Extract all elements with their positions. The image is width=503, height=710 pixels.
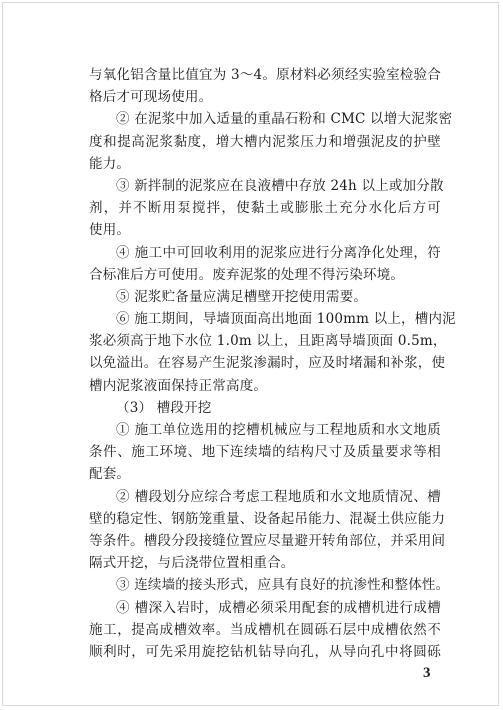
text-line: 槽内泥浆液面保持正常高度。 (89, 377, 268, 394)
text-line: 与氧化铝含量比值宜为 3～4。原材料必须经实验室检验合 (89, 67, 441, 83)
text-line: 格后才可现场使用。 (89, 89, 213, 106)
text-line: ④ 槽深入岩时，成槽必须采用配套的成槽机进行成槽 (116, 599, 441, 616)
text-line: ⑥ 施工期间，导墙顶面高出地面 100mm 以上，槽内泥 (116, 311, 456, 328)
text-line: 剂，并不断用泵搅拌，使黏土或膨胀土充分水化后方可 (89, 200, 441, 217)
text-line: ① 施工单位选用的挖槽机械应与工程地质和水文地质 (116, 422, 441, 438)
text-line: 合标准后方可使用。废弃泥浆的处理不得污染环境。 (89, 266, 405, 283)
text-line: ④ 施工中可回收利用的泥浆应进行分离净化处理，符 (116, 244, 441, 261)
text-line: 浆必须高于地下水位 1.0m 以上，且距离导墙顶面 0.5m， (89, 333, 447, 350)
text-line: 使用。 (89, 222, 131, 239)
text-line: ② 在泥浆中加入适量的重晶石粉和 CMC 以增大泥浆密 (116, 111, 453, 128)
text-line: 顺利时，可先采用旋挖钻机钻导向孔，从导向孔中将圆砾 (89, 643, 441, 660)
text-line: 等条件。槽段分段接缝位置应尽量避开转角部位，并采用间 (89, 532, 446, 549)
text-line: 壁的稳定性、钢筋笼重量、设备起吊能力、混凝土供应能力 (89, 510, 446, 527)
text-line: 施工，提高成槽效率。当成槽机在圆砾石层中成槽依然不 (89, 621, 441, 638)
text-line: ⑤ 泥浆贮备量应满足槽壁开挖使用需要。 (116, 288, 368, 305)
text-line: 度和提高泥浆黏度，增大槽内泥浆压力和增强泥皮的护壁 (89, 133, 441, 150)
text-line: 配套。 (89, 466, 131, 483)
text-line: 隔式开挖，与后浇带位置相重合。 (89, 555, 295, 572)
page-number: 3 (423, 665, 431, 681)
text-line: （3） 槽段开挖 (116, 399, 212, 416)
text-line: 条件、施工环境、地下连续墙的结构尺寸及质量要求等相 (89, 444, 441, 461)
text-line: 能力。 (89, 155, 131, 172)
body-text (89, 64, 456, 663)
text-line: ③ 连续墙的接头形式，应具有良好的抗渗性和整体性。 (116, 577, 450, 594)
text-line: ② 槽段划分应综合考虑工程地质和水文地质情况、槽 (116, 488, 441, 505)
text-line: ③ 新拌制的泥浆应在良液槽中存放 24h 以上或加分散 (116, 177, 444, 194)
text-line: 以免溢出。在容易产生泥浆渗漏时，应及时堵漏和补浆，使 (89, 355, 446, 372)
